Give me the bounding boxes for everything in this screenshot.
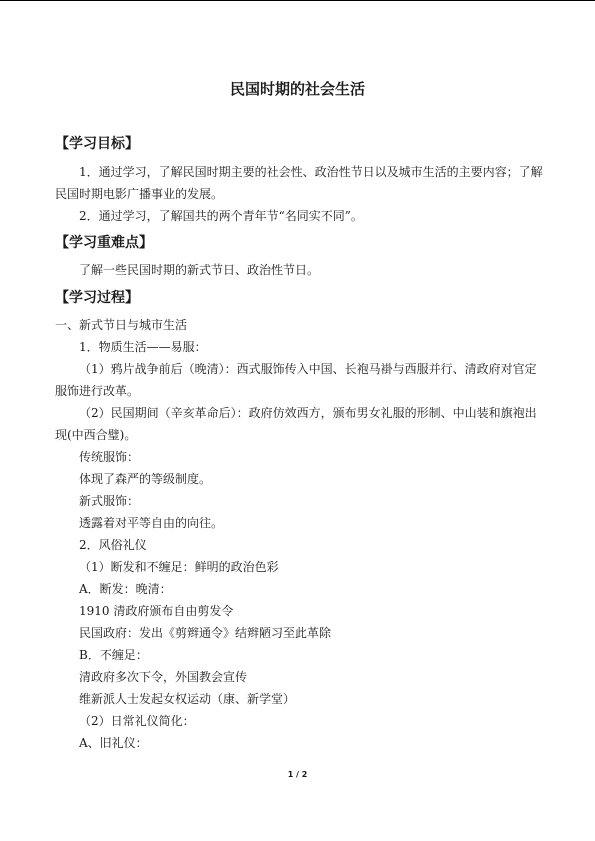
- process-line: 1．物质生活——易服：: [79, 340, 207, 354]
- goal-line-1-cont: 民国时期电影广播事业的发展。: [55, 187, 224, 201]
- goal-line-1: 1．通过学习，了解民国时期主要的社会性、政治性节日以及城市生活的主要内容；了解: [79, 165, 543, 179]
- process-line: A、旧礼仪：: [79, 736, 148, 750]
- heading-goals: 【学习目标】: [55, 136, 139, 152]
- goal-line-2: 2．通过学习，了解国共的两个青年节“名同实不同”。: [79, 209, 363, 223]
- process-line: 民国政府：发出《剪辫通令》结辫陋习至此革除: [79, 626, 332, 640]
- process-line: 维新派人士发起女权运动（康、新学堂）: [79, 692, 296, 706]
- key-point-line: 了解一些民国时期的新式节日、政治性节日。: [79, 263, 320, 277]
- process-line: （1）断发和不缠足：鲜明的政治色彩: [79, 560, 279, 574]
- top-border-line: [0, 0, 595, 1]
- page-number: 1 / 2: [287, 770, 308, 779]
- process-line: 新式服饰：: [79, 494, 140, 508]
- heading-key-points: 【学习重难点】: [55, 235, 153, 251]
- process-line: A．断发：晚清：: [79, 582, 172, 596]
- process-line: （2）日常礼仪简化：: [79, 714, 195, 728]
- process-line: 体现了森严的等级制度。: [79, 472, 212, 486]
- page-title: 民国时期的社会生活: [229, 80, 365, 98]
- process-line: （2）民国期间（辛亥革命后）：政府仿效西方，颁布男女礼服的形制、中山装和旗袍出: [79, 406, 537, 420]
- process-line: 1910 清政府颁布自由剪发令: [79, 604, 234, 618]
- process-line: 现(中西合璧)。: [55, 428, 137, 442]
- process-line: 清政府多次下令，外国教会宣传: [79, 670, 248, 684]
- process-line: （1）鸦片战争前后（晚清）：西式服饰传入中国、长袍马褂与西服并行、清政府对官定: [79, 362, 537, 376]
- process-line: B．不缠足：: [79, 648, 148, 662]
- process-line: 一、新式节日与城市生活: [55, 318, 188, 332]
- process-line: 服饰进行改革。: [55, 384, 140, 398]
- heading-process: 【学习过程】: [55, 290, 139, 306]
- process-line: 传统服饰：: [79, 450, 140, 464]
- process-line: 2．风俗礼仪: [79, 538, 147, 552]
- process-line: 透露着对平等自由的向往。: [79, 516, 224, 530]
